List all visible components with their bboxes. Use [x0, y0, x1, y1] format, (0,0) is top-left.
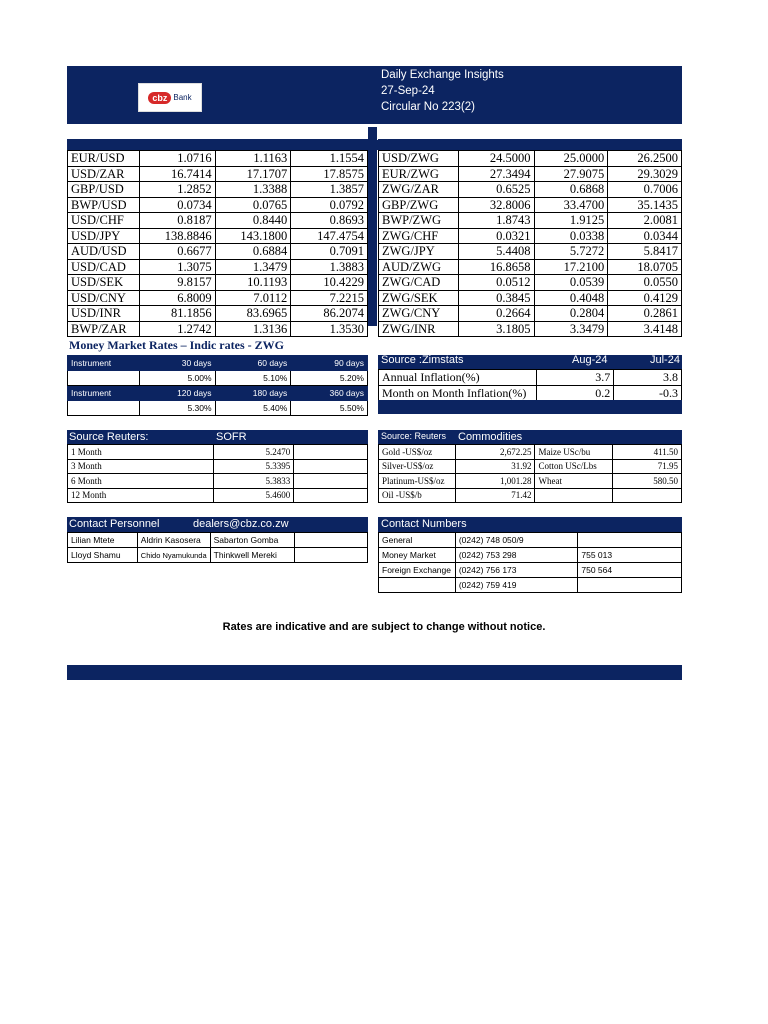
- fx-mid: 1.9125: [534, 213, 608, 229]
- contact-name: Lloyd Shamu: [68, 548, 138, 563]
- commodities-title: Commodities: [458, 431, 523, 443]
- fx-mid: 0.2804: [534, 306, 608, 322]
- sofr-row: [68, 488, 368, 503]
- sofr-row: [68, 445, 368, 460]
- zimstats-value: 0.2: [536, 386, 614, 402]
- number-label: [379, 578, 456, 593]
- mm-value-row-2: [68, 401, 368, 416]
- fx-row: [68, 228, 368, 244]
- zimstats-value: 3.7: [536, 370, 614, 386]
- commodity-price: 1,001.28: [455, 474, 535, 489]
- fx-mid: 7.0112: [215, 290, 291, 306]
- commodity-row: [379, 445, 682, 460]
- fx-mid: 0.0765: [215, 197, 291, 213]
- number-row: [379, 533, 682, 548]
- mm-header-cell: Instrument: [68, 386, 140, 401]
- commodity-row: [379, 459, 682, 474]
- fx-row: [379, 151, 682, 167]
- fx-row: [68, 306, 368, 322]
- fx-row: [68, 197, 368, 213]
- sofr-rate: 5.3833: [214, 474, 294, 489]
- money-market-table: [67, 355, 368, 416]
- fx-ask: 2.0081: [608, 213, 682, 229]
- mm-cell: 5.40%: [215, 401, 291, 416]
- commodities-table: [378, 444, 682, 503]
- fx-ask: 0.7006: [608, 182, 682, 198]
- fx-mid: 0.6868: [534, 182, 608, 198]
- number-row: [379, 548, 682, 563]
- fx-mid: 83.6965: [215, 306, 291, 322]
- fx-bid: 138.8846: [139, 228, 215, 244]
- commodity-price: 31.92: [455, 459, 535, 474]
- contact-name: Sabarton Gomba: [210, 533, 295, 548]
- fx-ask: 86.2074: [291, 306, 368, 322]
- fx-bid: 0.2664: [458, 306, 534, 322]
- fx-pair: AUD/ZWG: [379, 259, 459, 275]
- contact-name: Aldrin Kasosera: [137, 533, 210, 548]
- fx-ask: 0.4129: [608, 290, 682, 306]
- fx-pair: EUR/USD: [68, 151, 140, 167]
- sofr-title: SOFR: [216, 431, 247, 443]
- sofr-empty: [294, 459, 368, 474]
- sofr-source: Source Reuters:: [69, 431, 149, 443]
- fx-pair: EUR/ZWG: [379, 166, 459, 182]
- fx-mid: 17.2100: [534, 259, 608, 275]
- fx-row: [379, 275, 682, 291]
- fx-row: [379, 259, 682, 275]
- fx-ask: 5.8417: [608, 244, 682, 260]
- fx-mid: 1.3388: [215, 182, 291, 198]
- contact-numbers-title: Contact Numbers: [381, 518, 467, 530]
- commodity-price: 71.95: [613, 459, 682, 474]
- contact-name: Thinkwell Mereki: [210, 548, 295, 563]
- header-text: [381, 67, 504, 115]
- phone-number-alt: [578, 533, 682, 548]
- zimstats-label: Month on Month Inflation(%): [379, 386, 537, 402]
- fx-bid: 0.0734: [139, 197, 215, 213]
- fx-bid: 5.4408: [458, 244, 534, 260]
- fx-row: [379, 244, 682, 260]
- money-market-title: Money Market Rates – Indic rates - ZWG: [69, 338, 284, 352]
- number-row: [379, 578, 682, 593]
- fx-pair: ZWG/INR: [379, 321, 459, 337]
- fx-pair: ZWG/ZAR: [379, 182, 459, 198]
- fx-row: [379, 290, 682, 306]
- mm-header-cell: 60 days: [215, 356, 291, 371]
- fx-table-zwg: [378, 150, 682, 337]
- contact-name: [295, 533, 368, 548]
- sofr-rate: 5.3395: [214, 459, 294, 474]
- commodity-price: 2,672.25: [455, 445, 535, 460]
- fx-pair: USD/ZAR: [68, 166, 140, 182]
- phone-number: (0242) 753 298: [455, 548, 578, 563]
- zimstats-col-jul: Jul-24: [650, 354, 680, 366]
- fx-bid: 32.8006: [458, 197, 534, 213]
- sofr-table: [67, 444, 368, 503]
- fx-ask: 7.2215: [291, 290, 368, 306]
- commodity-name: Platinum-US$/oz: [379, 474, 456, 489]
- fx-bid: 1.2742: [139, 321, 215, 337]
- fx-mid: 17.1707: [215, 166, 291, 182]
- fx-bid: 16.7414: [139, 166, 215, 182]
- contact-row: [68, 548, 368, 563]
- fx-pair: ZWG/CNY: [379, 306, 459, 322]
- fx-ask: 1.1554: [291, 151, 368, 167]
- cbz-bank-logo: [138, 83, 202, 112]
- contact-personnel-table: [67, 532, 368, 563]
- fx-bid: 9.8157: [139, 275, 215, 291]
- fx-mid: 0.4048: [534, 290, 608, 306]
- fx-pair: BWP/ZAR: [68, 321, 140, 337]
- commodities-source: Source: Reuters: [381, 431, 447, 441]
- number-label: Money Market: [379, 548, 456, 563]
- sofr-row: [68, 474, 368, 489]
- fx-table-usd: [67, 150, 368, 337]
- contact-numbers-table: [378, 532, 682, 593]
- mm-header-cell: 180 days: [215, 386, 291, 401]
- fx-bid: 27.3494: [458, 166, 534, 182]
- mm-cell: 5.00%: [139, 371, 215, 386]
- mm-header-cell: Instrument: [68, 356, 140, 371]
- zimstats-row: [379, 370, 682, 386]
- fx-mid: 143.1800: [215, 228, 291, 244]
- fx-row: [68, 151, 368, 167]
- fx-row: [379, 182, 682, 198]
- fx-mid: 5.7272: [534, 244, 608, 260]
- commodity-name: Gold -US$/oz: [379, 445, 456, 460]
- dealers-email-link[interactable]: dealers@cbz.co.zw: [193, 518, 289, 530]
- commodity-name: Cotton USc/Lbs: [535, 459, 613, 474]
- commodity-name: Wheat: [535, 474, 613, 489]
- fx-ask: 0.0792: [291, 197, 368, 213]
- fx-mid: 1.3136: [215, 321, 291, 337]
- logo-mark: cbz: [148, 92, 171, 104]
- fx-bid: 6.8009: [139, 290, 215, 306]
- zimstats-col-aug: Aug-24: [572, 354, 608, 366]
- disclaimer-note: Rates are indicative and are subject to change without notice.: [222, 621, 546, 633]
- commodity-price: [613, 488, 682, 503]
- sofr-row: [68, 459, 368, 474]
- logo-word: Bank: [173, 93, 192, 102]
- fx-pair: BWP/USD: [68, 197, 140, 213]
- mm-header-row-2: [68, 386, 368, 401]
- commodity-name: Silver-US$/oz: [379, 459, 456, 474]
- sofr-tenor: 6 Month: [68, 474, 214, 489]
- fx-row: [68, 213, 368, 229]
- fx-ask: 29.3029: [608, 166, 682, 182]
- mm-header-cell: 120 days: [139, 386, 215, 401]
- zimstats-table: [378, 369, 682, 402]
- commodity-name: Oil -US$/b: [379, 488, 456, 503]
- fx-row: [379, 197, 682, 213]
- sofr-empty: [294, 474, 368, 489]
- fx-ask: 0.7091: [291, 244, 368, 260]
- commodity-price: 580.50: [613, 474, 682, 489]
- zimstats-value: -0.3: [614, 386, 682, 402]
- zimstats-source: Source :Zimstats: [381, 354, 464, 366]
- fx-bid: 1.0716: [139, 151, 215, 167]
- fx-mid: 0.0338: [534, 228, 608, 244]
- fx-ask: 1.3883: [291, 259, 368, 275]
- mm-header-cell: 360 days: [291, 386, 368, 401]
- fx-pair: USD/CNY: [68, 290, 140, 306]
- fx-pair: ZWG/CHF: [379, 228, 459, 244]
- fx-bid: 1.2852: [139, 182, 215, 198]
- fx-mid: 33.4700: [534, 197, 608, 213]
- fx-row: [68, 182, 368, 198]
- number-label: Foreign Exchange: [379, 563, 456, 578]
- contact-personnel-title: Contact Personnel: [69, 518, 160, 530]
- sofr-tenor: 1 Month: [68, 445, 214, 460]
- mm-header-cell: 90 days: [291, 356, 368, 371]
- fx-pair: ZWG/CAD: [379, 275, 459, 291]
- fx-pair: USD/JPY: [68, 228, 140, 244]
- commodity-row: [379, 488, 682, 503]
- fx-ask: 35.1435: [608, 197, 682, 213]
- phone-number-alt: 750 564: [578, 563, 682, 578]
- sofr-empty: [294, 488, 368, 503]
- fx-pair: GBP/USD: [68, 182, 140, 198]
- fx-mid: 0.0539: [534, 275, 608, 291]
- fx-row: [68, 259, 368, 275]
- fx-pair: AUD/USD: [68, 244, 140, 260]
- phone-number: (0242) 759 419: [455, 578, 578, 593]
- commodity-name: [535, 488, 613, 503]
- fx-bid: 0.6677: [139, 244, 215, 260]
- fx-bid: 0.3845: [458, 290, 534, 306]
- mm-cell: 5.30%: [139, 401, 215, 416]
- fx-bid: 0.8187: [139, 213, 215, 229]
- phone-number-alt: 755 013: [578, 548, 682, 563]
- fx-mid: 3.3479: [534, 321, 608, 337]
- fx-pair: USD/ZWG: [379, 151, 459, 167]
- report-date: 27-Sep-24: [381, 85, 435, 97]
- sofr-rate: 5.2470: [214, 445, 294, 460]
- fx-bid: 1.3075: [139, 259, 215, 275]
- fx-pair: USD/SEK: [68, 275, 140, 291]
- fx-pair: USD/INR: [68, 306, 140, 322]
- sofr-empty: [294, 445, 368, 460]
- fx-pair: ZWG/JPY: [379, 244, 459, 260]
- commodity-name: Maize USc/bu: [535, 445, 613, 460]
- fx-ask: 17.8575: [291, 166, 368, 182]
- contact-name: Lilian Mtete: [68, 533, 138, 548]
- fx-ask: 1.3857: [291, 182, 368, 198]
- mm-header-cell: 30 days: [139, 356, 215, 371]
- report-title: Daily Exchange Insights: [381, 69, 504, 81]
- fx-ask: 3.4148: [608, 321, 682, 337]
- phone-number: (0242) 756 173: [455, 563, 578, 578]
- fx-bid: 0.0512: [458, 275, 534, 291]
- mm-cell: [68, 401, 140, 416]
- zimstats-value: 3.8: [614, 370, 682, 386]
- fx-mid: 0.8440: [215, 213, 291, 229]
- contact-name: Chido Nyamukunda: [137, 548, 210, 563]
- fx-pair: BWP/ZWG: [379, 213, 459, 229]
- fx-ask: 1.3530: [291, 321, 368, 337]
- fx-mid: 25.0000: [534, 151, 608, 167]
- fx-row: [68, 321, 368, 337]
- fx-row: [379, 306, 682, 322]
- fx-ask: 18.0705: [608, 259, 682, 275]
- fx-bid: 3.1805: [458, 321, 534, 337]
- mm-header-row-1: [68, 356, 368, 371]
- commodity-price: 411.50: [613, 445, 682, 460]
- fx-ask: 0.8693: [291, 213, 368, 229]
- fx-row: [68, 275, 368, 291]
- fx-mid: 1.1163: [215, 151, 291, 167]
- fx-ask: 0.0550: [608, 275, 682, 291]
- contact-row: [68, 533, 368, 548]
- fx-bid: 0.0321: [458, 228, 534, 244]
- mm-cell: [68, 371, 140, 386]
- commodity-price: 71.42: [455, 488, 535, 503]
- fx-mid: 10.1193: [215, 275, 291, 291]
- fx-divider: [368, 127, 377, 326]
- fx-bid: 1.8743: [458, 213, 534, 229]
- fx-pair: GBP/ZWG: [379, 197, 459, 213]
- sofr-tenor: 3 Month: [68, 459, 214, 474]
- footer-bar: [67, 665, 682, 680]
- commodity-row: [379, 474, 682, 489]
- fx-mid: 0.6884: [215, 244, 291, 260]
- fx-ask: 26.2500: [608, 151, 682, 167]
- fx-pair: ZWG/SEK: [379, 290, 459, 306]
- phone-number: (0242) 748 050/9: [455, 533, 578, 548]
- mm-cell: 5.20%: [291, 371, 368, 386]
- mm-cell: 5.50%: [291, 401, 368, 416]
- fx-ask: 0.0344: [608, 228, 682, 244]
- fx-row: [68, 290, 368, 306]
- fx-row: [379, 228, 682, 244]
- fx-ask: 0.2861: [608, 306, 682, 322]
- fx-row: [379, 166, 682, 182]
- mm-cell: 5.10%: [215, 371, 291, 386]
- fx-pair: USD/CHF: [68, 213, 140, 229]
- fx-mid: 27.9075: [534, 166, 608, 182]
- fx-mid: 1.3479: [215, 259, 291, 275]
- fx-row: [379, 321, 682, 337]
- fx-bid: 16.8658: [458, 259, 534, 275]
- sofr-rate: 5.4600: [214, 488, 294, 503]
- fx-row: [379, 213, 682, 229]
- contact-name: [295, 548, 368, 563]
- fx-row: [68, 244, 368, 260]
- number-row: [379, 563, 682, 578]
- mm-value-row-1: [68, 371, 368, 386]
- fx-row: [68, 166, 368, 182]
- fx-pair: USD/CAD: [68, 259, 140, 275]
- sofr-tenor: 12 Month: [68, 488, 214, 503]
- phone-number-alt: [578, 578, 682, 593]
- zimstats-label: Annual Inflation(%): [379, 370, 537, 386]
- circular-number: Circular No 223(2): [381, 101, 475, 113]
- number-label: General: [379, 533, 456, 548]
- fx-bid: 81.1856: [139, 306, 215, 322]
- fx-bid: 24.5000: [458, 151, 534, 167]
- fx-ask: 10.4229: [291, 275, 368, 291]
- zimstats-footer-bar: [378, 400, 682, 414]
- fx-bid: 0.6525: [458, 182, 534, 198]
- fx-ask: 147.4754: [291, 228, 368, 244]
